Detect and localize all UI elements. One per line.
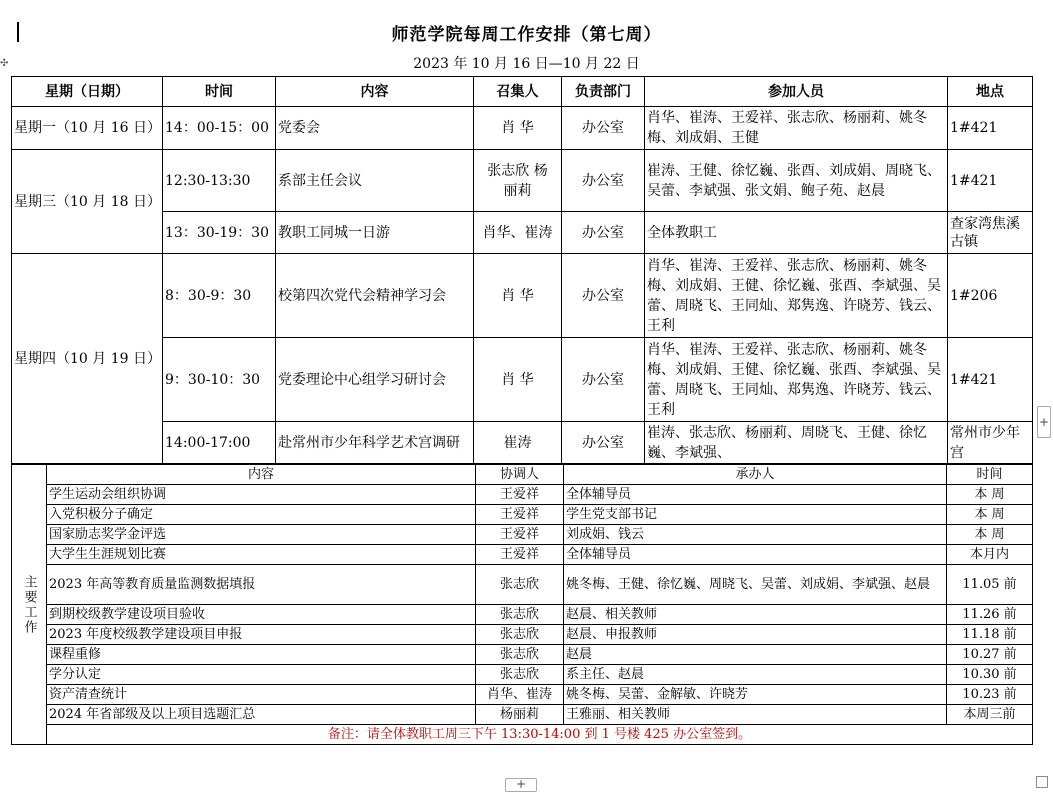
date-range: 2023 年 10 月 16 日—10 月 22 日 (413, 56, 640, 72)
header-content: 内容 (276, 77, 474, 107)
table-row (12, 505, 1033, 525)
table-row (12, 338, 1033, 422)
dept-cell: 办公室 (562, 422, 645, 464)
work-handler-cell: 刘成娟、钱云 (564, 525, 947, 545)
header-day: 星期（日期） (12, 77, 163, 107)
content-cell: 赴常州市少年科学艺术宫调研 (276, 422, 474, 464)
work-time-cell: 10.30 前 (947, 665, 1033, 685)
work-coordinator-cell: 王爱祥 (476, 545, 564, 565)
add-column-plus-icon[interactable]: + (1037, 406, 1051, 438)
convener-cell: 肖 华 (474, 254, 562, 338)
work-coordinator-cell: 张志欣 (476, 625, 564, 645)
work-header-coordinator: 协调人 (476, 465, 564, 485)
attendees-cell: 崔涛、张志欣、杨丽莉、周晓飞、王健、徐忆巍、李斌强、 (645, 422, 948, 464)
content-cell: 校第四次党代会精神学习会 (276, 254, 474, 338)
work-content-cell: 到期校级教学建设项目验收 (47, 605, 476, 625)
table-row (12, 625, 1033, 645)
convener-cell: 肖 华 (474, 338, 562, 422)
table-row (12, 107, 1033, 150)
work-handler-cell: 姚冬梅、吴蕾、金解敏、许晓芳 (564, 685, 947, 705)
work-handler-cell: 系主任、赵晨 (564, 665, 947, 685)
table-row (12, 485, 1033, 505)
table-row (12, 212, 1033, 254)
convener-cell: 张志欣 杨丽莉 (474, 150, 562, 212)
work-time-cell: 本周三前 (947, 705, 1033, 725)
day-cell: 星期三（10 月 18 日） (12, 150, 163, 254)
work-time-cell: 10.23 前 (947, 685, 1033, 705)
table-row (12, 705, 1033, 725)
work-coordinator-cell: 肖华、崔涛 (476, 685, 564, 705)
header-attendees: 参加人员 (645, 77, 948, 107)
content-cell: 党委会 (276, 107, 474, 150)
schedule-table (11, 76, 1033, 464)
attendees-cell: 肖华、崔涛、王爱祥、张志欣、杨丽莉、姚冬梅、刘成娟、王健 (645, 107, 948, 150)
attendees-cell: 肖华、崔涛、王爱祥、张志欣、杨丽莉、姚冬梅、刘成娟、王健、徐忆巍、张酉、李斌强、吴蕾、周晓飞、王同灿、郑隽逸、许晓芳、钱云、王利 (645, 254, 948, 338)
table-row (12, 422, 1033, 464)
work-content-cell: 国家励志奖学金评选 (47, 525, 476, 545)
place-cell: 1#421 (948, 150, 1033, 212)
attendees-cell: 肖华、崔涛、王爱祥、张志欣、杨丽莉、姚冬梅、刘成娟、王健、徐忆巍、张酉、李斌强、吴蕾、周晓飞、王同灿、郑隽逸、许晓芳、钱云、王利 (645, 338, 948, 422)
dept-cell: 办公室 (562, 212, 645, 254)
table-move-handle-icon[interactable]: ✣ (0, 58, 9, 69)
work-header-time: 时间 (947, 465, 1033, 485)
work-content-cell: 2023 年度校级教学建设项目申报 (47, 625, 476, 645)
header-place: 地点 (948, 77, 1033, 107)
dept-cell: 办公室 (562, 107, 645, 150)
work-handler-cell: 全体辅导员 (564, 485, 947, 505)
work-handler-cell: 王雅丽、相关教师 (564, 705, 947, 725)
work-handler-cell: 赵晨、申报教师 (564, 625, 947, 645)
work-header-content: 内容 (47, 465, 476, 485)
place-cell: 1#421 (948, 107, 1033, 150)
time-cell: 8：30-9：30 (163, 254, 276, 338)
work-handler-cell: 全体辅导员 (564, 545, 947, 565)
work-time-cell: 10.27 前 (947, 645, 1033, 665)
work-time-cell: 11.05 前 (947, 565, 1033, 605)
work-header-handler: 承办人 (564, 465, 947, 485)
work-content-cell: 2023 年高等教育质量监测数据填报 (47, 565, 476, 605)
table-row (12, 565, 1033, 605)
content-cell: 党委理论中心组学习研讨会 (276, 338, 474, 422)
place-cell: 1#206 (948, 254, 1033, 338)
work-handler-cell: 赵晨、相关教师 (564, 605, 947, 625)
dept-cell: 办公室 (562, 254, 645, 338)
content-cell: 教职工同城一日游 (276, 212, 474, 254)
work-content-cell: 2024 年省部级及以上项目选题汇总 (47, 705, 476, 725)
table-row (12, 525, 1033, 545)
add-row-plus-icon[interactable]: + (505, 778, 537, 792)
table-row (12, 150, 1033, 212)
table-row (12, 645, 1033, 665)
place-cell: 常州市少年宫 (948, 422, 1033, 464)
main-work-label: 主要工作 (12, 465, 47, 745)
work-handler-cell: 姚冬梅、王健、徐忆巍、周晓飞、吴蕾、刘成娟、李斌强、赵晨 (564, 565, 947, 605)
table-row (12, 254, 1033, 338)
work-time-cell: 本 周 (947, 485, 1033, 505)
convener-cell: 肖华、崔涛 (474, 212, 562, 254)
time-cell: 13：30-19：30 (163, 212, 276, 254)
work-handler-cell: 赵晨 (564, 645, 947, 665)
day-cell: 星期一（10 月 16 日） (12, 107, 163, 150)
work-coordinator-cell: 张志欣 (476, 565, 564, 605)
header-convener: 召集人 (474, 77, 562, 107)
work-time-cell: 11.18 前 (947, 625, 1033, 645)
table-row (12, 685, 1033, 705)
time-cell: 12:30-13:30 (163, 150, 276, 212)
time-cell: 9：30-10：30 (163, 338, 276, 422)
work-coordinator-cell: 王爱祥 (476, 485, 564, 505)
work-content-cell: 学分认定 (47, 665, 476, 685)
convener-cell: 肖 华 (474, 107, 562, 150)
work-time-cell: 本月内 (947, 545, 1033, 565)
work-coordinator-cell: 张志欣 (476, 605, 564, 625)
work-header-row (12, 465, 1033, 485)
work-coordinator-cell: 杨丽莉 (476, 705, 564, 725)
work-time-cell: 本 周 (947, 505, 1033, 525)
header-dept: 负责部门 (562, 77, 645, 107)
note-row (12, 725, 1033, 745)
work-content-cell: 大学生生涯规划比赛 (47, 545, 476, 565)
table-row (12, 605, 1033, 625)
note-text: 备注：请全体教职工周三下午 13:30-14:00 到 1 号楼 425 办公室签到。 (47, 725, 1033, 745)
place-cell: 查家湾焦溪古镇 (948, 212, 1033, 254)
dept-cell: 办公室 (562, 338, 645, 422)
page-title: 师范学院每周工作安排（第七周） (391, 25, 662, 45)
work-coordinator-cell: 王爱祥 (476, 505, 564, 525)
work-handler-cell: 学生党支部书记 (564, 505, 947, 525)
attendees-cell: 崔涛、王健、徐忆巍、张酉、刘成娟、周晓飞、吴蕾、李斌强、张文娟、鲍子苑、赵晨 (645, 150, 948, 212)
main-work-table (11, 464, 1033, 745)
convener-cell: 崔涛 (474, 422, 562, 464)
table-row (12, 545, 1033, 565)
content-cell: 系部主任会议 (276, 150, 474, 212)
schedule-header-row (12, 77, 1033, 107)
work-time-cell: 本 周 (947, 525, 1033, 545)
work-content-cell: 资产清查统计 (47, 685, 476, 705)
dept-cell: 办公室 (562, 150, 645, 212)
attendees-cell: 全体教职工 (645, 212, 948, 254)
work-coordinator-cell: 张志欣 (476, 645, 564, 665)
work-content-cell: 入党积极分子确定 (47, 505, 476, 525)
work-coordinator-cell: 张志欣 (476, 665, 564, 685)
work-coordinator-cell: 王爱祥 (476, 525, 564, 545)
table-resize-handle-icon[interactable] (1036, 776, 1048, 788)
work-content-cell: 课程重修 (47, 645, 476, 665)
work-time-cell: 11.26 前 (947, 605, 1033, 625)
table-row (12, 665, 1033, 685)
work-content-cell: 学生运动会组织协调 (47, 485, 476, 505)
place-cell: 1#421 (948, 338, 1033, 422)
time-cell: 14:00-17:00 (163, 422, 276, 464)
header-time: 时间 (163, 77, 276, 107)
time-cell: 14：00-15：00 (163, 107, 276, 150)
day-cell: 星期四（10 月 19 日） (12, 254, 163, 464)
